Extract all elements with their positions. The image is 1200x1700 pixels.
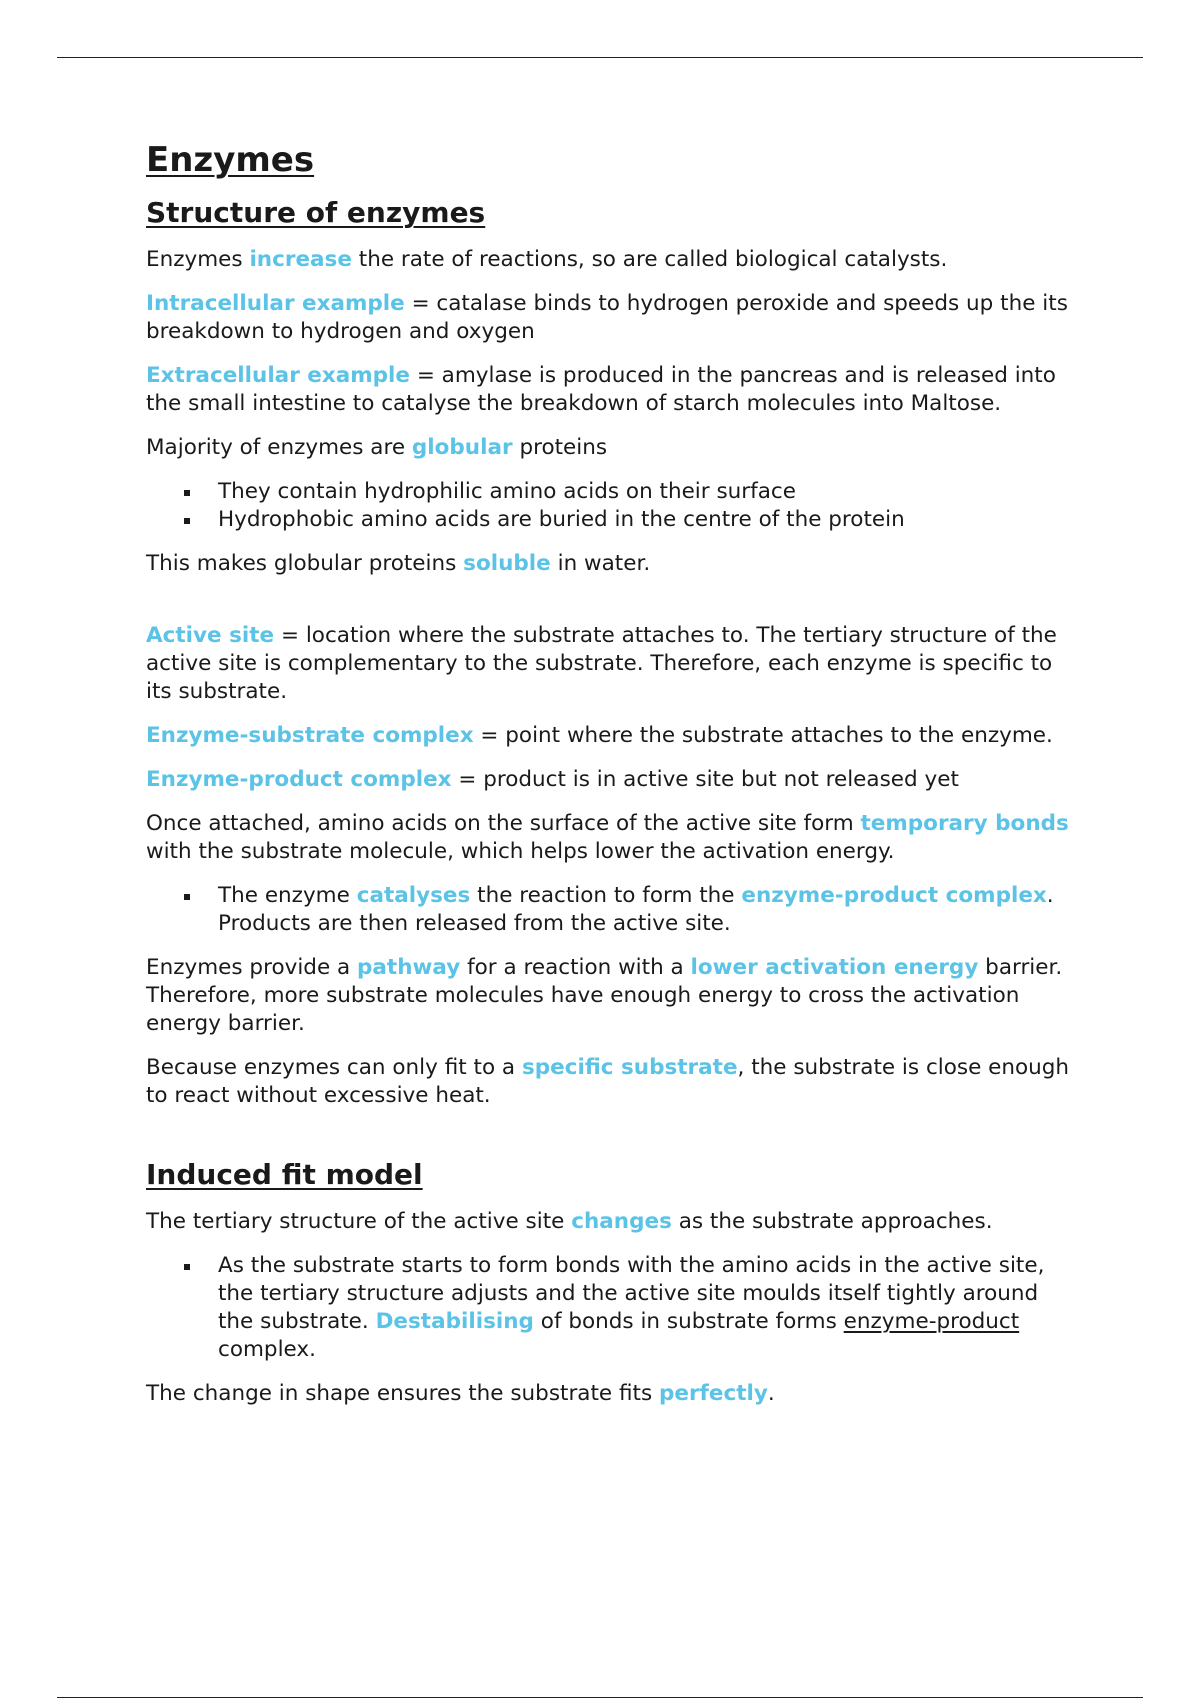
highlight-term: pathway	[357, 955, 461, 980]
bullet-list-globular	[146, 478, 1076, 534]
highlight-term: Active site	[146, 623, 275, 648]
paragraph-soluble: This makes globular proteins soluble in water.	[146, 551, 651, 576]
highlight-term: specific substrate	[521, 1055, 738, 1080]
highlight-term: Enzyme-product complex	[146, 767, 452, 792]
highlight-term: Destabilising	[375, 1309, 534, 1334]
document-body	[146, 138, 1076, 1424]
paragraph-temporary-bonds: Once attached, amino acids on the surface of the active site form temporary bonds with the substrate molecule, which helps lower the activation energy.	[146, 811, 1069, 864]
highlight-term: changes	[571, 1209, 672, 1234]
list-item: The enzyme catalyses the reaction to form the enzyme-product complex. Products are then released from the active site.	[218, 882, 1076, 938]
paragraph-increase: Enzymes increase the rate of reactions, so are called biological catalysts.	[146, 247, 948, 272]
highlight-term: catalyses	[356, 883, 471, 908]
paragraph-specific-substrate: Because enzymes can only fit to a specific substrate, the substrate is close enough to react without excessive heat.	[146, 1055, 1070, 1108]
highlight-term: increase	[249, 247, 352, 272]
paragraph-globular: Majority of enzymes are globular proteins	[146, 435, 608, 460]
section-heading-structure: Structure of enzymes	[146, 196, 486, 229]
highlight-term: Enzyme-substrate complex	[146, 723, 474, 748]
paragraph-pathway: Enzymes provide a pathway for a reaction with a lower activation energy barrier. Therefore, more substrate molecules have enough energy to cross the activation energy barrier.	[146, 955, 1063, 1036]
bullet-list-induced	[146, 1252, 1076, 1364]
highlight-term: globular	[411, 435, 513, 460]
paragraph-intracellular: Intracellular example = catalase binds to hydrogen peroxide and speeds up the its breakdown to hydrogen and oxygen	[146, 291, 1068, 344]
bullet-list-catalyses	[146, 882, 1076, 938]
highlight-term: enzyme-product complex	[741, 883, 1047, 908]
bottom-rule	[57, 1697, 1143, 1698]
paragraph-es-complex: Enzyme-substrate complex = point where the substrate attaches to the enzyme.	[146, 723, 1053, 748]
highlight-term: perfectly	[658, 1381, 768, 1406]
highlight-term: lower activation energy	[690, 955, 979, 980]
section-heading-induced-fit: Induced fit model	[146, 1158, 423, 1191]
paragraph-active-site: Active site = location where the substrate attaches to. The tertiary structure of the active site is complementary to the substrate. Therefore, each enzyme is specific to its substrate.	[146, 623, 1057, 704]
list-item: As the substrate starts to form bonds with the amino acids in the active site, the tertiary structure adjusts and the active site moulds itself tightly around the substrate. Destabilising of bonds in substrate forms enzyme-product complex.	[218, 1252, 1076, 1364]
page-title: Enzymes	[146, 140, 315, 180]
highlight-term: Intracellular example	[146, 291, 405, 316]
highlight-term: soluble	[463, 551, 551, 576]
highlight-term: Extracellular example	[146, 363, 410, 388]
paragraph-extracellular: Extracellular example = amylase is produced in the pancreas and is released into the small intestine to catalyse the breakdown of starch molecules into Maltose.	[146, 363, 1056, 416]
paragraph-ep-complex: Enzyme-product complex = product is in active site but not released yet	[146, 767, 959, 792]
list-item: Hydrophobic amino acids are buried in the centre of the protein	[218, 506, 1076, 534]
highlight-term: temporary bonds	[860, 811, 1069, 836]
list-item: They contain hydrophilic amino acids on their surface	[218, 478, 1076, 506]
top-rule	[57, 57, 1143, 58]
underlined-term: enzyme-product	[843, 1309, 1020, 1334]
paragraph-changes: The tertiary structure of the active site changes as the substrate approaches.	[146, 1209, 993, 1234]
paragraph-perfectly: The change in shape ensures the substrate fits perfectly.	[146, 1381, 775, 1406]
